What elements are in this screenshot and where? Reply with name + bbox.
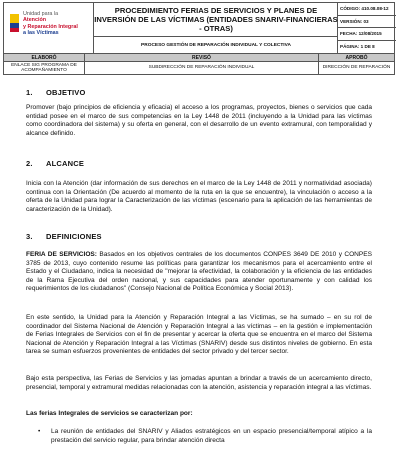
section-heading-definiciones: 3. DEFINICIONES	[26, 232, 102, 241]
aprobo-label: APROBÓ	[318, 54, 394, 62]
unidad-victimas-logo	[4, 3, 94, 53]
aprobo-value: DIRECCIÓN DE REPARACIÓN	[318, 62, 394, 74]
signoff-table	[3, 54, 395, 75]
list-item: • La reunión de entidades del SNARIV y Aliados estratégicos en un espacio presencial/temporal atípico a la prestación del servicio regular, para brindar atención directa	[38, 428, 372, 445]
definiciones-paragraph-2: En este sentido, la Unidad para la Atención y Reparación Integral a las Víctimas, se ha sumado – en su rol de coordinador del Sistema Nacional de Atención y Reparación Integral a las víctimas – en la gestión e implementación de Ferias Integrales de Servicios con el fin de presentar y acercar la oferta que se encuentra en el marco del Sistema Nacional de Atención y Reparación Integral a las Víctimas (SNARIV) desde sus distintos niveles de gobierno. En esta tarea se suman esfuerzos provenientes de entidades del sector privado y del tercer sector.	[26, 314, 372, 356]
document-code: CÓDIGO: 410.08.08-12	[338, 3, 396, 16]
definition-feria-paragraph	[26, 251, 372, 294]
definiciones-paragraph-4: Las ferias Integrales de servicios se caracterizan por:	[26, 410, 193, 417]
objetivo-paragraph: Promover (bajo principios de eficiencia y eficacia) el acceso a los programas, proyectos, bienes o servicios que cada entidad posee en el marco de sus competencias en la Ley 1448 de 2011 (incluyendo a la Unidad para las víctimas como coordinadora del sistema) y su oferta en general, con el desarrollo de un evento extramural, con temporalidad y alcance definido.	[26, 104, 372, 137]
document-title: PROCEDIMIENTO FERIAS DE SERVICIOS Y PLANES DE INVERSIÓN DE LAS VÍCTIMAS (ENTIDADES SNARIV-FINANCIERAS - OTRAS)	[94, 4, 338, 37]
document-header	[3, 2, 395, 54]
section-heading-alcance: 2. ALCANCE	[26, 159, 85, 168]
colombia-flag-icon	[10, 14, 19, 32]
reviso-label: REVISÓ	[84, 54, 318, 62]
elaboro-value: ENLACE SIG PROGRAMA DE ACOMPAÑAMIENTO	[11, 62, 77, 73]
document-date: FECHA: 12/08/2015	[338, 28, 396, 41]
elaboro-label: ELABORÓ	[4, 54, 84, 62]
reviso-value: SUBDIRECCIÓN DE REPARACIÓN INDIVIDUAL	[84, 62, 318, 74]
document-version: VERSIÓN: 03	[338, 16, 396, 29]
page-number: PÁGINA: 1 DE 8	[340, 43, 375, 49]
definiciones-paragraph-3: Bajo esta perspectiva, las Ferias de Servicios y las jornadas apuntan a brindar a través de un acercamiento directo, presencial, temporal y extramural medidas relacionadas con la atención, asistencia y reparación integral a las víctimas.	[26, 375, 372, 391]
document-metadata	[338, 3, 396, 53]
logo-text: Unidad para la Atención y Reparación Integral a las Víctimas	[23, 11, 78, 37]
document-title-block	[94, 3, 338, 53]
definition-term: FERIA DE SERVICIOS:	[26, 251, 97, 258]
section-heading-objetivo: 1. OBJETIVO	[26, 88, 86, 97]
definition-text: Basados en los objetivos centrales de los documentos CONPES 3649 DE 2010 y CONPES 3785 de 2013, cuyo contenido resume las políticas para garantizar los mecanismos para el acercamiento entre el Estado y el Ciudadano, indica la necesidad de "mejorar la efectividad, la colaboración y la eficiencia de las entidades de la Rama Ejecutiva del orden nacional, y sus capacidades para atender oportunamente y con calidad los requerimientos de los ciudadanos" (Consejo Nacional de Política Económica y Social 2013).	[26, 251, 372, 293]
alcance-paragraph: Inicia con la Atención (dar información de sus derechos en el marco de la Ley 1448 de 2011 y normatividad asociada) continua con la Orientación (De acuerdo al momento de la ruta en la que se encuentre), la vinculación o acceso a la oferta de la Unidad para lograr la Caracterización de las víctimas (escenario para la aplicación de las herramientas de caracterización de la Unidad).	[26, 180, 372, 213]
process-name: PROCESO GESTIÓN DE REPARACIÓN INDIVIDUAL Y COLECTIVA	[141, 43, 291, 48]
